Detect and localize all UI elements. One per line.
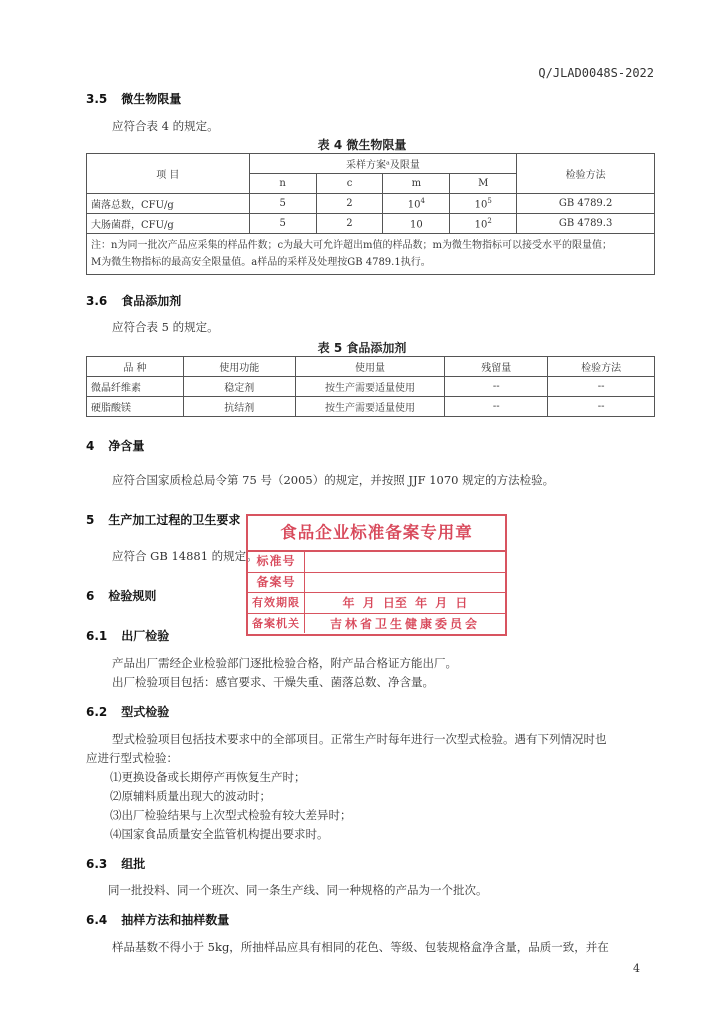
paragraph: 应符合表 5 的规定。 [112,320,219,334]
table-cell: 2 [316,214,383,234]
table-caption: 表 5 食品添加剂 [317,341,407,355]
stamp-value: 年 月 日至 年 月 日 [342,596,468,611]
table-cell: 5 [249,214,316,234]
microbial-limit-table [86,153,655,275]
stamp-title: 食品企业标准备案专用章 [248,516,505,552]
table-cell: GB 4789.3 [517,214,655,234]
note-line: M为微生物指标的最高安全限量值。a样品的采样及处理按GB 4789.1执行。 [91,257,431,268]
table-cell: 10 [383,214,450,234]
paragraph: 应符合表 4 的规定。 [112,119,219,133]
section-number: 3.5 [86,92,108,106]
section-heading-6-4 [86,911,229,928]
stamp-label: 标准号 [248,552,305,572]
section-title: 净含量 [108,439,145,453]
food-additive-table [86,356,655,417]
section-number: 6.4 [86,913,108,927]
stamp-label: 备案机关 [248,614,305,634]
table-header: 使用量 [295,357,445,377]
section-heading-6-2 [86,703,169,720]
table-cell: 按生产需要适量使用 [295,397,445,417]
section-heading-6-1 [86,627,169,644]
table-subheader: M [450,174,517,194]
section-heading-3-6 [86,292,181,309]
table-header: 品 种 [87,357,184,377]
table-header: 检验方法 [517,154,655,194]
table-row [87,214,655,234]
list-item: ⑷国家食品质量安全监管机构提出要求时。 [110,827,329,841]
table-header: 残留量 [445,357,548,377]
section-title: 食品添加剂 [121,294,182,308]
paragraph: 产品出厂需经企业检验部门逐批检验合格，附产品合格证方能出厂。 [112,656,457,670]
paragraph: 出厂检验项目包括：感官要求、干燥失重、菌落总数、净含量。 [112,675,434,689]
list-item: ⑵原辅料质量出现大的波动时； [110,789,271,803]
table-cell: 稳定剂 [183,377,295,397]
section-number: 6 [86,589,95,603]
paragraph: 样品基数不得小于 5kg，所抽样品应具有相同的花色、等级、包装规格盒净含量，品质一致，并在 [112,940,609,954]
table-cell: 抗结剂 [183,397,295,417]
section-heading-6 [86,587,156,604]
section-number: 6.2 [86,705,108,719]
list-item: ⑶出厂检验结果与上次型式检验有较大差异时； [110,808,352,822]
table-cell: -- [445,397,548,417]
page-number: 4 [633,962,640,975]
paragraph: 型式检验项目包括技术要求中的全部项目。正常生产时每年进行一次型式检验。遇有下列情况时也 [112,732,607,746]
table-note [87,234,655,275]
table-cell: 微晶纤维素 [87,377,184,397]
section-heading-6-3 [86,855,145,872]
table-cell: -- [445,377,548,397]
table-subheader: n [249,174,316,194]
section-number: 6.3 [86,857,108,871]
section-title: 型式检验 [121,705,170,719]
table-subheader: m [383,174,450,194]
table-subheader: c [316,174,383,194]
section-heading-4 [86,437,144,454]
table-row [87,397,655,417]
table-header: 采样方案ᵃ及限量 [249,154,516,174]
table-cell: $10^2$ [450,214,517,234]
table-header: 检验方法 [548,357,655,377]
stamp-row [248,614,505,634]
table-cell: $10^5$ [450,194,517,214]
table-cell: 硬脂酸镁 [87,397,184,417]
section-number: 5 [86,513,95,527]
list-item: ⑴更换设备或长期停产再恢复生产时； [110,770,306,784]
table-cell: 菌落总数，CFU/g [87,194,250,214]
table-cell: 大肠菌群，CFU/g [87,214,250,234]
section-title: 检验规则 [108,589,157,603]
table-cell: 5 [249,194,316,214]
table-row [87,194,655,214]
table-header: 项 目 [87,154,250,194]
filing-stamp [246,514,507,636]
standard-code: Q/JLAD0048S-2022 [538,66,654,80]
stamp-row [248,593,505,614]
section-title: 组批 [121,857,146,871]
table-cell: -- [548,397,655,417]
section-heading-5 [86,511,240,528]
table-header: 使用功能 [183,357,295,377]
paragraph: 同一批投料、同一个班次、同一条生产线、同一种规格的产品为一个批次。 [108,883,488,897]
note-line: 注：n为同一批次产品应采集的样品件数；c为最大可允许超出m值的样品数；m为微生物指标可以接受水平的限量值； [91,240,613,251]
table-cell: -- [548,377,655,397]
section-title: 出厂检验 [121,629,170,643]
table-row [87,377,655,397]
stamp-row [248,552,505,573]
section-heading-3-5 [86,90,181,107]
section-number: 3.6 [86,294,108,308]
table-cell: $10^4$ [383,194,450,214]
paragraph: 应符合国家质检总局令第 75 号（2005）的规定，并按照 JJF 1070 规定的方法检验。 [112,473,555,487]
table-cell: GB 4789.2 [517,194,655,214]
table-cell: 按生产需要适量使用 [295,377,445,397]
stamp-value: 吉林省卫生健康委员会 [329,616,480,631]
table-caption: 表 4 微生物限量 [317,138,407,152]
section-title: 抽样方法和抽样数量 [121,913,230,927]
stamp-row [248,573,505,594]
stamp-label: 有效期限 [248,593,305,613]
section-number: 4 [86,439,95,453]
section-title: 生产加工过程的卫生要求 [108,513,241,527]
stamp-label: 备案号 [248,573,305,593]
table-header-row [87,357,655,377]
section-title: 微生物限量 [121,92,182,106]
table-cell: 2 [316,194,383,214]
paragraph: 应进行型式检验： [86,751,178,765]
section-number: 6.1 [86,629,108,643]
paragraph: 应符合 GB 14881 的规定。 [112,549,258,563]
